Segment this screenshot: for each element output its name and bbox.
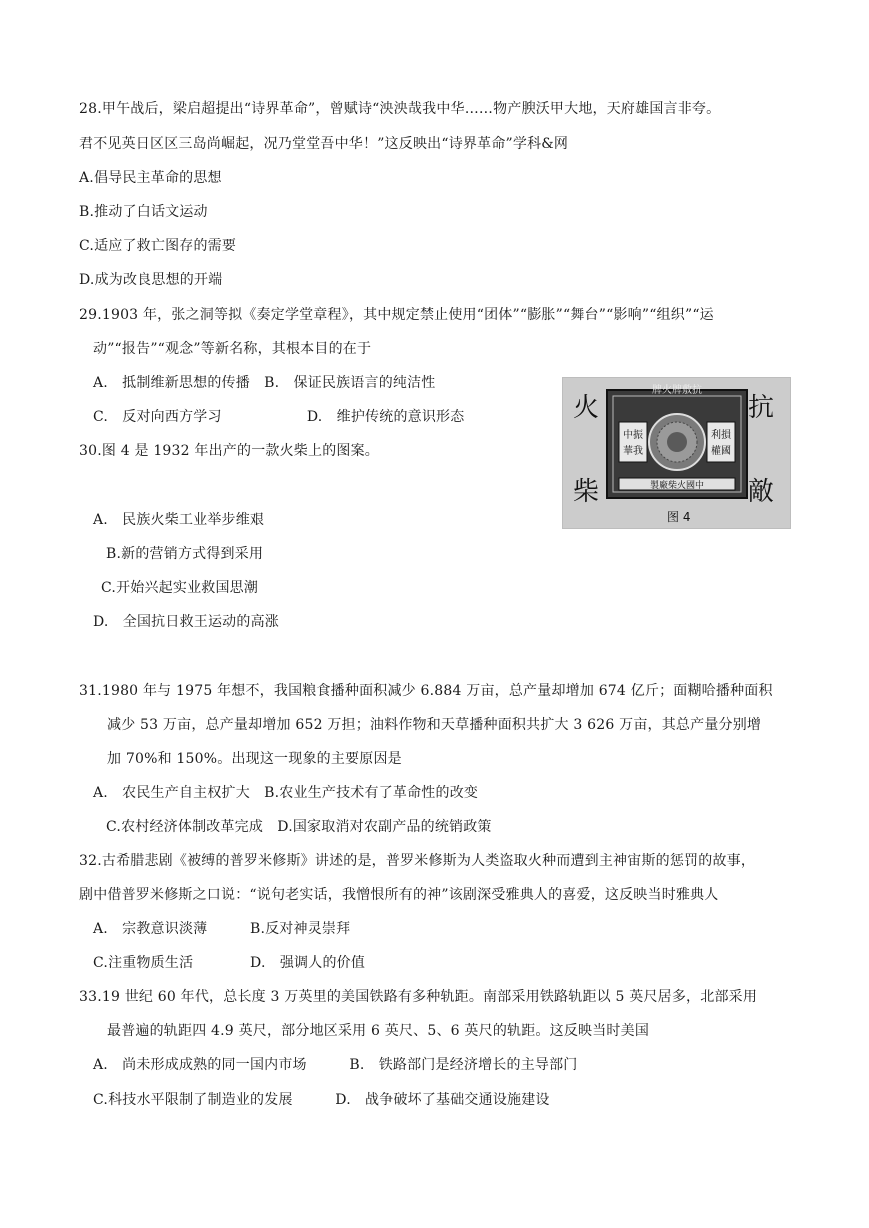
question-33-options-row-2: C.科技水平限制了制造业的发展 D. 战争破坏了基础交通设施建设 — [93, 1092, 550, 1108]
figure-corner-top-left: 火 — [573, 393, 600, 423]
question-31-line-3: 加 70%和 150%。出现这一现象的主要原因是 — [107, 751, 402, 767]
question-33-options-row-1: A. 尚未形成成熟的同一国内市场 B. 铁路部门是经济增长的主导部门 — [93, 1057, 578, 1073]
figure-caption: 图 4 — [667, 510, 691, 524]
question-30-option-d: D. 全国抗日救王运动的高涨 — [93, 614, 279, 630]
question-29-line-1: 29.1903 年，张之洞等拟《奏定学堂章程》，其中规定禁止使用“团体”“膨胀”“舞台”“影响”“组织”“运 — [79, 307, 714, 323]
question-32-options-row-2: C.注重物质生活 D. 强调人的价值 — [93, 955, 366, 971]
figure-corner-top-right: 抗 — [748, 393, 775, 423]
question-32-options-row-1: A. 宗教意识淡薄 B.反对神灵崇拜 — [93, 921, 351, 937]
figure-right-panel-line-2: 權國 — [711, 446, 731, 457]
figure-corner-bottom-left: 柴 — [573, 477, 600, 507]
figure-top-text: 牌火牌敷抗 — [652, 385, 702, 396]
question-31-line-2: 减少 53 万亩，总产量却增加 652 万担；油料作物和天草播种面积共扩大 3 626 万亩，其总产量分别增 — [107, 717, 762, 733]
question-28-option-d: D.成为改良思想的开端 — [79, 272, 223, 288]
figure-bottom-text: 製廠柴火國中 — [649, 481, 705, 491]
question-30-option-a: A. 民族火柴工业举步维艰 — [93, 512, 265, 528]
question-29-options-row-1: A. 抵制维新思想的传播 B. 保证民族语言的纯洁性 — [93, 375, 436, 391]
question-33-line-2: 最普遍的轨距四 4.9 英尺，部分地区采用 6 英尺、5、6 英尺的轨距。这反映当时美国 — [107, 1023, 650, 1039]
question-31-line-1: 31.1980 年与 1975 年想不，我国粮食播种面积减少 6.884 万亩，总产量却增加 674 亿斤；面糊哈播种面积 — [79, 683, 773, 699]
question-30-option-c: C.开始兴起实业救国思潮 — [101, 580, 259, 596]
question-30-line-1: 30.图 4 是 1932 年出产的一款火柴上的图案。 — [79, 443, 380, 459]
question-31-options-row-1: A. 农民生产自主权扩大 B.农业生产技术有了革命性的改变 — [93, 785, 479, 801]
question-28-option-b: B.推动了白话文运动 — [79, 204, 208, 220]
figure-left-panel-line-1: 中振 — [623, 430, 643, 441]
figure-4-matchbox-label — [562, 377, 791, 529]
question-29-options-row-2: C. 反对向西方学习 D. 维护传统的意识形态 — [93, 409, 465, 425]
figure-left-panel-line-2: 華我 — [623, 446, 643, 457]
question-30-option-b: B.新的营销方式得到采用 — [106, 546, 264, 562]
question-28-option-a: A.倡导民主革命的思想 — [79, 170, 222, 186]
question-32-line-2: 剧中借普罗米修斯之口说：“说句老实话，我憎恨所有的神”该剧深受雅典人的喜爱，这反映当时雅典人 — [79, 887, 719, 903]
figure-corner-bottom-right: 敵 — [748, 477, 775, 507]
figure-right-panel-line-1: 利損 — [711, 430, 731, 441]
question-28-line-1: 28.甲午战后，梁启超提出“诗界革命”，曾赋诗“泱泱哉我中华……物产腴沃甲大地，天府雄国言非夸。 — [79, 101, 721, 117]
question-28-line-2: 君不见英日区区三岛尚崛起，况乃堂堂吾中华！”这反映出“诗界革命”学科&网 — [79, 136, 569, 152]
question-32-line-1: 32.古希腊悲剧《被缚的普罗米修斯》讲述的是，普罗米修斯为人类盗取火种而遭到主神宙斯的惩罚的故事， — [79, 853, 756, 869]
question-33-line-1: 33.19 世纪 60 年代，总长度 3 万英里的美国铁路有多种轨距。南部采用铁路轨距以 5 英尺居多，北部采用 — [79, 989, 758, 1005]
question-29-line-2: 动”“报告”“观念”等新名称，其根本目的在于 — [93, 341, 372, 357]
question-31-options-row-2: C.农村经济体制改革完成 D.国家取消对农副产品的统销政策 — [106, 819, 492, 835]
question-28-option-c: C.适应了救亡图存的需要 — [79, 238, 237, 254]
